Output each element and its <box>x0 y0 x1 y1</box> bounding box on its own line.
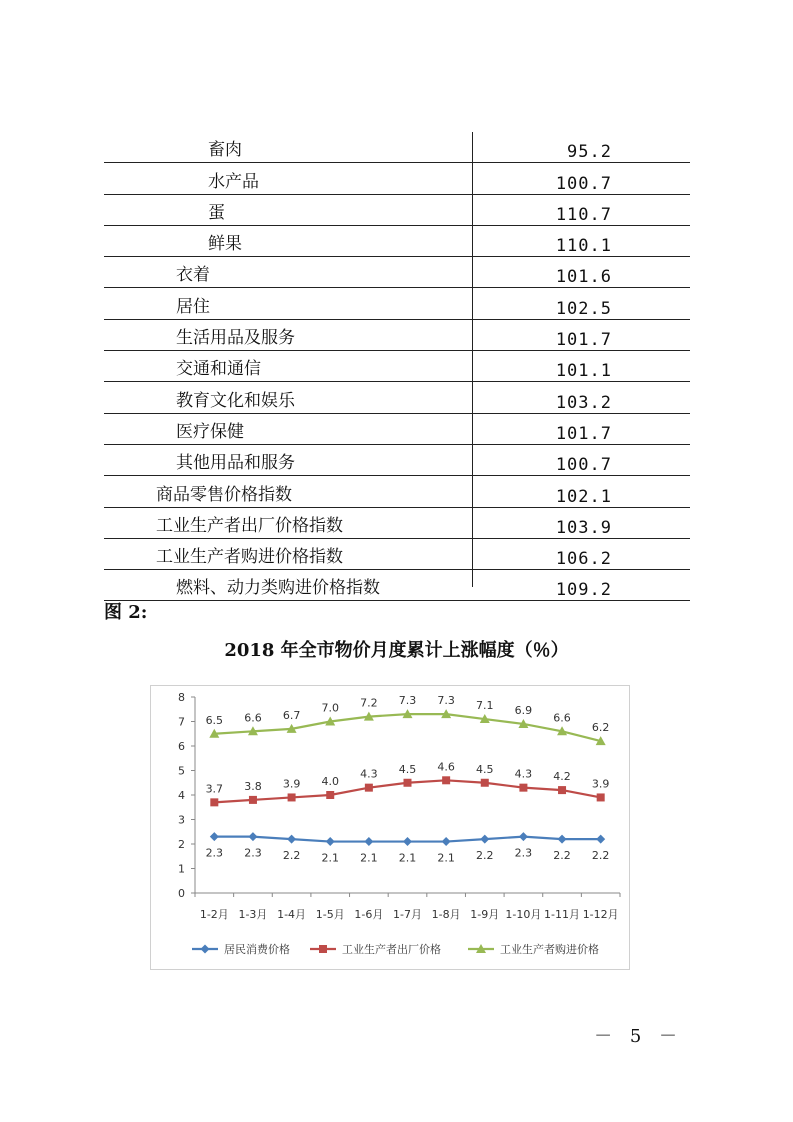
y-tick-label: 4 <box>178 789 185 802</box>
data-label: 6.7 <box>282 708 301 722</box>
x-tick-label: 1-12月 <box>582 908 619 921</box>
table-row <box>104 257 690 288</box>
data-label: 4.2 <box>553 770 571 784</box>
data-label: 7.3 <box>398 694 417 708</box>
row-label: 工业生产者出厂价格指数 <box>156 515 343 536</box>
row-value: 95.2 <box>567 142 612 163</box>
data-label: 2.2 <box>282 849 301 863</box>
data-label: 2.3 <box>244 846 262 860</box>
table-row <box>104 476 690 507</box>
table-row <box>104 351 690 382</box>
row-label: 居住 <box>176 296 210 317</box>
y-tick-label: 5 <box>178 764 185 778</box>
x-tick-label: 1-3月 <box>238 908 268 921</box>
table-row <box>104 163 690 194</box>
data-point <box>597 793 605 801</box>
data-point <box>481 779 489 787</box>
row-value: 103.2 <box>555 392 612 413</box>
row-label: 生活用品及服务 <box>176 328 295 349</box>
row-value: 109.2 <box>555 580 612 601</box>
data-label: 7.3 <box>437 694 455 708</box>
x-tick-label: 1-9月 <box>470 908 500 921</box>
x-tick-label: 1-5月 <box>315 908 345 921</box>
data-point <box>326 791 334 799</box>
chart-frame <box>151 686 630 970</box>
data-label: 4.6 <box>437 760 455 774</box>
data-point <box>210 798 218 806</box>
data-label: 7.2 <box>360 696 378 710</box>
x-tick-label: 1-10月 <box>505 908 542 921</box>
data-label: 3.7 <box>205 782 224 796</box>
data-label: 2.2 <box>553 849 571 863</box>
row-value: 101.7 <box>555 330 612 351</box>
price-line-chart <box>150 685 630 970</box>
data-label: 6.6 <box>553 711 571 725</box>
row-label: 教育文化和娱乐 <box>176 390 295 411</box>
data-label: 4.5 <box>476 762 494 776</box>
data-label: 4.5 <box>398 762 417 776</box>
data-label: 3.9 <box>591 777 610 791</box>
data-label: 4.3 <box>514 767 533 781</box>
row-value: 110.7 <box>555 204 612 225</box>
data-label: 2.2 <box>476 849 494 863</box>
data-label: 2.1 <box>360 851 378 865</box>
data-point <box>442 776 450 784</box>
legend-label: 居民消费价格 <box>224 943 290 956</box>
data-label: 4.0 <box>321 775 339 788</box>
row-value: 100.7 <box>555 173 612 194</box>
data-point <box>288 793 296 801</box>
data-label: 6.6 <box>244 711 262 725</box>
table-row <box>104 320 690 351</box>
y-tick-label: 0 <box>178 887 185 900</box>
y-tick-label: 2 <box>178 838 185 851</box>
data-label: 6.5 <box>205 713 224 727</box>
x-tick-label: 1-6月 <box>354 908 384 921</box>
row-value: 101.6 <box>555 267 612 288</box>
row-value: 106.2 <box>555 549 612 570</box>
row-label: 畜肉 <box>208 140 242 161</box>
table-row <box>104 288 690 319</box>
x-tick-label: 1-2月 <box>199 908 229 921</box>
data-label: 2.1 <box>437 851 455 865</box>
data-label: 2.2 <box>591 849 610 863</box>
data-label: 2.1 <box>398 851 417 865</box>
row-label: 燃料、动力类购进价格指数 <box>176 578 380 599</box>
row-label: 工业生产者购进价格指数 <box>156 547 343 568</box>
data-point <box>404 779 412 787</box>
data-label: 2.1 <box>321 851 339 865</box>
x-tick-label: 1-8月 <box>431 908 461 921</box>
data-label: 2.3 <box>205 846 224 860</box>
row-value: 102.5 <box>555 298 612 319</box>
table-row <box>104 195 690 226</box>
row-value: 100.7 <box>555 455 612 476</box>
row-label: 蛋 <box>208 202 225 223</box>
y-tick-label: 3 <box>178 813 185 827</box>
table-row <box>104 226 690 257</box>
legend-label: 工业生产者购进价格 <box>500 943 599 956</box>
y-tick-label: 6 <box>178 740 185 753</box>
row-label: 交通和通信 <box>176 359 261 380</box>
chart-title: 2018 年全市物价月度累计上涨幅度（％） <box>224 640 569 661</box>
table-row <box>104 570 690 601</box>
row-label: 水产品 <box>208 171 259 192</box>
legend-label: 工业生产者出厂价格 <box>342 943 441 956</box>
table-row <box>104 508 690 539</box>
table-row <box>104 382 690 413</box>
data-label: 3.9 <box>282 777 301 791</box>
row-label: 鲜果 <box>208 234 242 255</box>
data-label: 4.3 <box>360 767 378 781</box>
row-value: 103.9 <box>555 517 612 538</box>
row-label: 医疗保健 <box>176 421 244 442</box>
row-label: 其他用品和服务 <box>176 453 295 474</box>
y-tick-label: 1 <box>178 862 185 876</box>
page-number: － 5 － <box>594 1026 683 1047</box>
row-label: 衣着 <box>176 265 210 286</box>
data-label: 6.9 <box>514 703 533 717</box>
table-row <box>104 445 690 476</box>
row-value: 101.7 <box>555 423 612 444</box>
data-label: 3.8 <box>244 779 262 793</box>
y-tick-label: 8 <box>178 691 185 704</box>
x-tick-label: 1-7月 <box>393 908 422 921</box>
data-point <box>519 784 527 792</box>
x-tick-label: 1-11月 <box>544 908 581 921</box>
data-point <box>249 796 257 804</box>
row-value: 102.1 <box>555 486 612 507</box>
legend-marker <box>319 945 327 953</box>
row-label: 商品零售价格指数 <box>156 484 292 505</box>
data-label: 2.3 <box>514 846 533 860</box>
row-value: 110.1 <box>555 236 612 257</box>
y-tick-label: 7 <box>178 715 185 729</box>
table-row <box>104 539 690 570</box>
x-tick-label: 1-4月 <box>277 908 307 921</box>
data-label: 7.0 <box>321 701 339 715</box>
table-row <box>104 414 690 445</box>
data-point <box>365 784 373 792</box>
data-label: 7.1 <box>476 699 494 713</box>
data-label: 6.2 <box>591 721 610 735</box>
data-point <box>558 786 566 794</box>
row-value: 101.1 <box>555 361 612 382</box>
table-row <box>104 132 690 163</box>
price-index-table <box>104 132 690 601</box>
figure-label: 图 2: <box>104 602 148 623</box>
